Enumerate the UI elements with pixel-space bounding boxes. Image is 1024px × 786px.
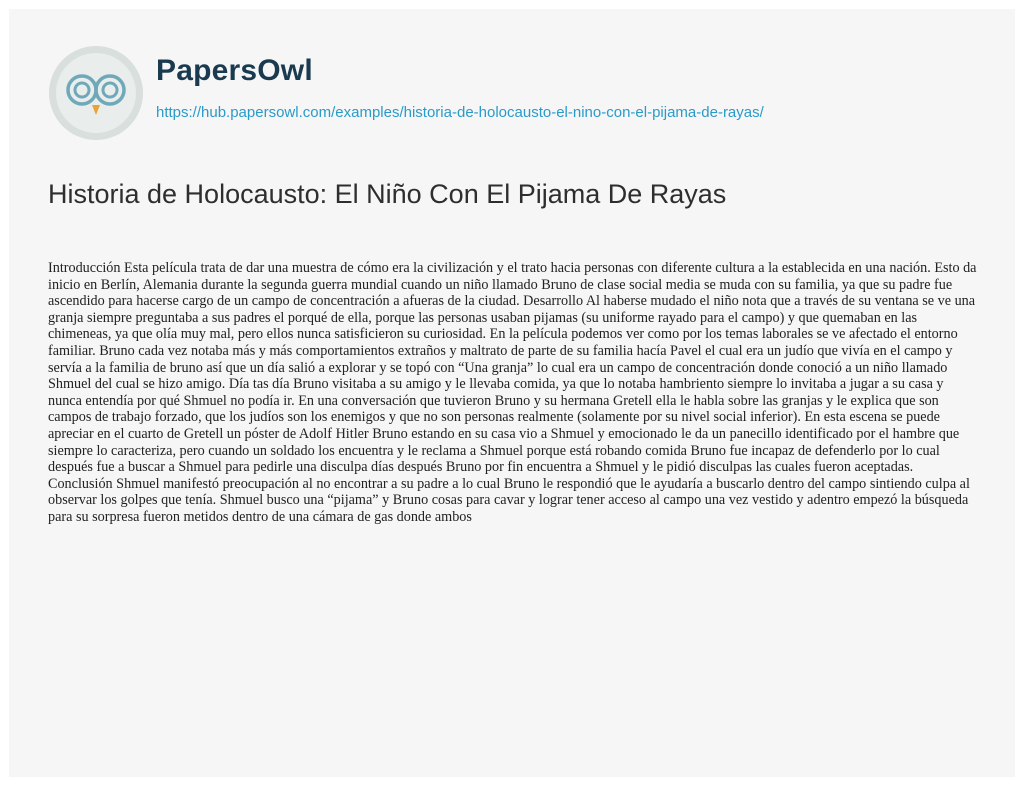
document-title: Historia de Holocausto: El Niño Con El Pijama De Rayas bbox=[48, 179, 727, 209]
source-url-link[interactable]: https://hub.papersowl.com/examples/historia-de-holocausto-el-nino-con-el-pijama-de-rayas/ bbox=[156, 104, 764, 121]
brand bbox=[156, 53, 764, 123]
owl-logo-icon bbox=[48, 45, 144, 141]
brand-name: PapersOwl bbox=[156, 54, 313, 87]
header bbox=[48, 45, 764, 141]
document-page bbox=[9, 9, 1015, 777]
document-body: Introducción Esta película trata de dar una muestra de cómo era la civilización y el trato hacia personas con diferente cultura a la establecida en una nación. Esto da inicio en Berlín, Alemania durante la segunda guerra mundial cuando un niño llamado Bruno de clase social media se muda con su familia, ya que su padre fue ascendido para hacerse cargo de un campo de concentración a afueras de la ciudad. Desarrollo Al haberse mudado el niño nota que a través de su ventana se ve una granja siempre preguntaba a sus padres el porqué de ella, porque las personas usaban pijamas (su uniforme rayado para el campo) y que quemaban en las chimeneas, ya que olía muy mal, pero ellos nunca satisficieron su curiosidad. En la película podemos ver como por los temas laborales se ve afectado el entorno familiar. Bruno cada vez notaba más y más comportamientos extraños y maltrato de parte de su familia hacía Pavel el cual era un judío que vivía en el campo y servía a la familia de bruno así que un día salió a explorar y se topó con “Una granja” lo cual era un campo de concentración donde conoció a un niño llamado Shmuel del cual se hizo amigo. Día tas día Bruno visitaba a su amigo y le llevaba comida, ya que lo notaba hambriento siempre lo invitaba a jugar a su casa y nunca entendía por qué Shmuel no podía ir. En una conversación que tuvieron Bruno y su hermana Gretell ella le habla sobre las granjas y le explica que son campos de trabajo forzado, que los judíos son los enemigos y que no son personas realmente (solamente por su nivel social inferior). En esta escena se puede apreciar en el cuarto de Gretell un póster de Adolf Hitler Bruno estando en su casa vio a Shmuel y emocionado le da un panecillo identificado por el hambre que siempre lo caracteriza, pero cuando un soldado los encuentra y le reclama a Shmuel porque está robando comida Bruno fue incapaz de defenderlo por lo cual después fue a buscar a Shmuel para pedirle una disculpa días después Bruno por fin encuentra a Shmuel y le pidió disculpas las cuales fueron aceptadas. Conclusión Shmuel manifestó preocupación al no encontrar a su padre a lo cual Bruno le respondió que le ayudaría a buscarlo dentro del campo sintiendo culpa al observar los golpes que tenía. Shmuel busco una “pijama” y Bruno cosas para cavar y lograr tener acceso al campo una vez vestido y adentro empezó la búsqueda para su sorpresa fueron metidos dentro de una cámara de gas donde ambos bbox=[48, 260, 977, 525]
